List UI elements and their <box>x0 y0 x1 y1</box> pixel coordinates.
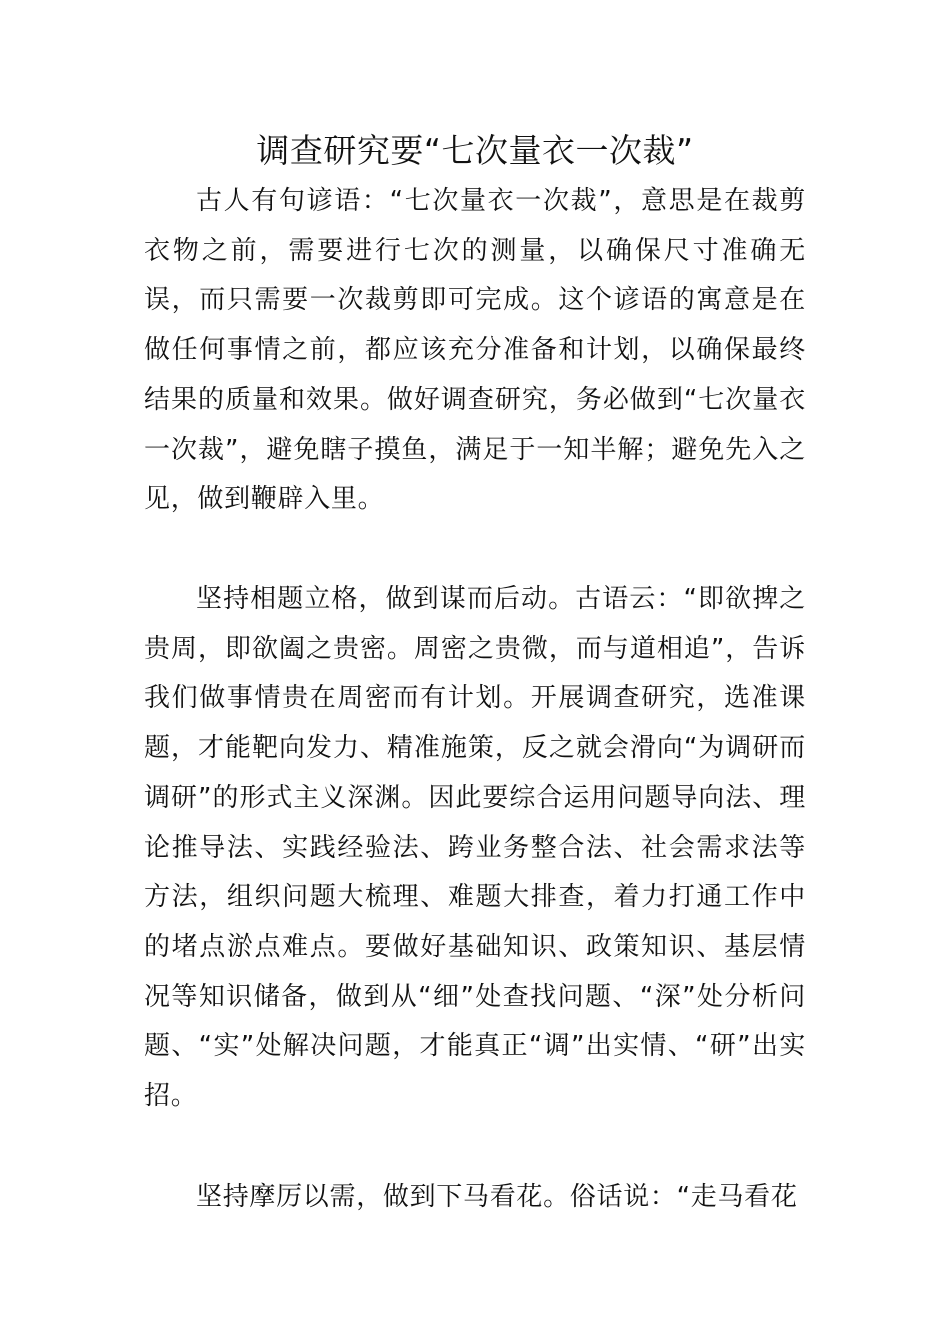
document-title: 调查研究要“七次量衣一次裁” <box>256 131 694 170</box>
paragraph-1: 古人有句谚语：“七次量衣一次裁”，意思是在裁剪衣物之前，需要进行七次的测量，以确保尺寸准确无误，而只需要一次裁剪即可完成。这个谚语的寓意是在做任何事情之前，都应该充分准备和计划，以确保最终结果的质量和效果。做好调查研究，务必做到“七次量衣一次裁”，避免瞎子摸鱼，满足于一知半解；避免先入之见，做到鞭辟入里。 <box>144 186 806 515</box>
paragraph-2: 坚持相题立格，做到谋而后动。古语云：“即欲捭之贵周，即欲阖之贵密。周密之贵微，而与道相追”，告诉我们做事情贵在周密而有计划。开展调查研究，选准课题，才能靶向发力、精准施策，反之就会滑向“为调研而调研”的形式主义深渊。因此要综合运用问题导向法、理论推导法、实践经验法、跨业务整合法、社会需求法等方法，组织问题大梳理、难题大排查，着力打通工作中的堵点淤点难点。要做好基础知识、政策知识、基层情况等知识储备，做到从“细”处查找问题、“深”处分析问题、“实”处解决问题，才能真正“调”出实情、“研”出实招。 <box>144 584 806 1112</box>
paragraph-3: 坚持摩厉以需，做到下马看花。俗话说：“走马看花 <box>196 1182 798 1212</box>
